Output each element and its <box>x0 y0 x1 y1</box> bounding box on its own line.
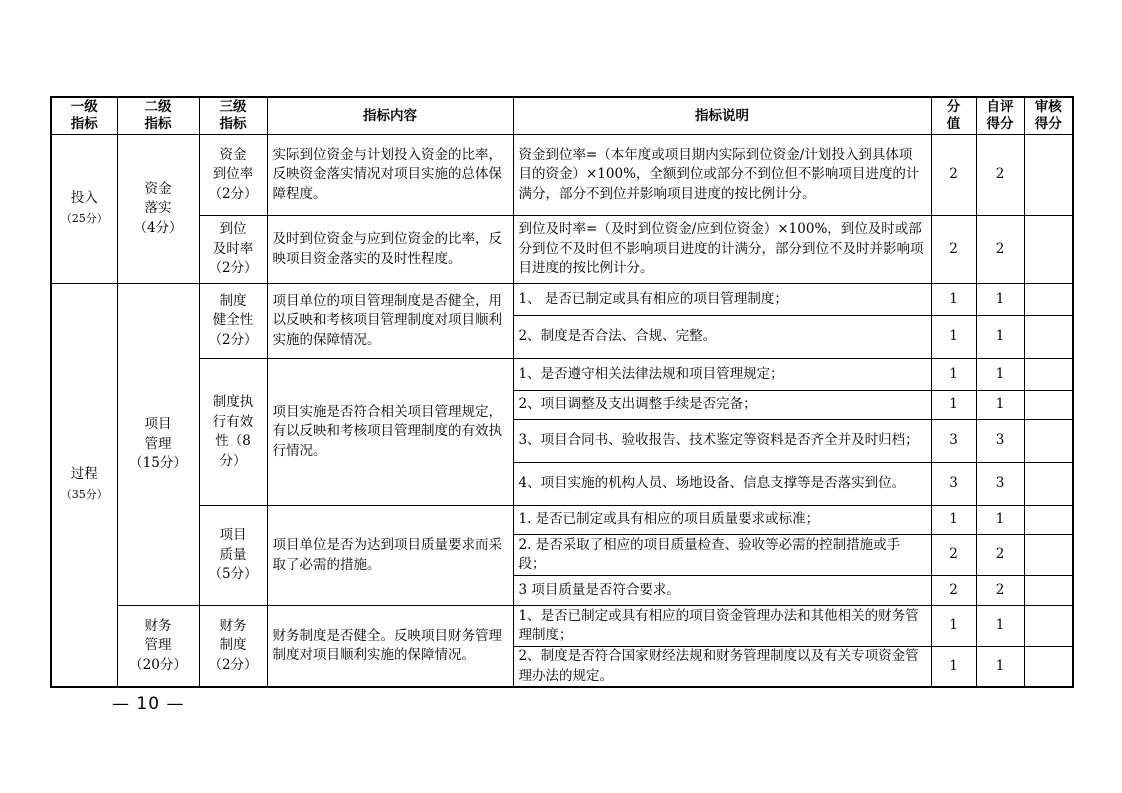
level1-input-cell <box>51 135 117 284</box>
header-self-score: 自评 得分 <box>976 97 1024 135</box>
self-score-cell: 1 <box>976 359 1024 391</box>
header-level2: 二级 指标 <box>117 97 199 135</box>
evaluation-table <box>50 96 1074 688</box>
self-score-cell: 1 <box>976 606 1024 647</box>
content-cell: 实际到位资金与计划投入资金的比率，反映资金落实情况对项目实施的总体保障程度。 <box>267 135 513 216</box>
level2-finance-mgmt-cell: 财务 管理 （20分） <box>117 606 199 688</box>
header-score: 分 值 <box>931 97 976 135</box>
level1-input-name: 投入 <box>70 190 98 207</box>
explanation-cell: 资金到位率=（本年度或项目期内实际到位资金/计划投入到具体项目的资金）×100%，全额到位或部分不到位但不影响项目进度的计满分，部分不到位并影响项目进度的按比例计分。 <box>513 135 931 216</box>
score-cell: 2 <box>931 216 976 284</box>
explanation-cell: 1、是否遵守相关法律法规和项目管理规定； <box>513 359 931 391</box>
audit-score-cell <box>1024 284 1073 316</box>
score-cell: 1 <box>931 647 976 688</box>
level1-process-points: （35分） <box>60 487 108 501</box>
level1-input-points: （25分） <box>60 211 108 225</box>
audit-score-cell <box>1024 420 1073 463</box>
header-row <box>51 97 1073 135</box>
content-cell: 财务制度是否健全。反映项目财务管理制度对项目顺利实施的保障情况。 <box>267 606 513 688</box>
audit-score-cell <box>1024 606 1073 647</box>
score-cell: 2 <box>931 535 976 576</box>
level3-cell: 制度执 行有效 性（8 分） <box>199 359 267 506</box>
header-explanation: 指标说明 <box>513 97 931 135</box>
explanation-cell: 3、项目合同书、验收报告、技术鉴定等资料是否齐全并及时归档； <box>513 420 931 463</box>
explanation-cell: 2、制度是否符合国家财经法规和财务管理制度以及有关专项资金管理办法的规定。 <box>513 647 931 688</box>
self-score-cell: 2 <box>976 535 1024 576</box>
score-cell: 3 <box>931 463 976 506</box>
self-score-cell: 1 <box>976 506 1024 535</box>
audit-score-cell <box>1024 216 1073 284</box>
score-cell: 1 <box>931 359 976 391</box>
table-row <box>51 606 1073 647</box>
level2-project-mgmt-cell: 项目 管理 （15分） <box>117 284 199 606</box>
self-score-cell: 3 <box>976 420 1024 463</box>
content-cell: 项目单位是否为达到项目质量要求而采取了必需的措施。 <box>267 506 513 606</box>
level3-cell: 资金 到位率 （2分） <box>199 135 267 216</box>
self-score-cell: 1 <box>976 647 1024 688</box>
table-row <box>51 506 1073 535</box>
level3-cell: 财务 制度 （2分） <box>199 606 267 688</box>
header-level1: 一级 指标 <box>51 97 117 135</box>
audit-score-cell <box>1024 391 1073 420</box>
score-cell: 1 <box>931 506 976 535</box>
self-score-cell: 1 <box>976 284 1024 316</box>
header-level3: 三级 指标 <box>199 97 267 135</box>
score-cell: 1 <box>931 284 976 316</box>
score-cell: 2 <box>931 576 976 606</box>
audit-score-cell <box>1024 463 1073 506</box>
explanation-cell: 1、 是否已制定或具有相应的项目管理制度； <box>513 284 931 316</box>
table-row <box>51 216 1073 284</box>
explanation-cell: 3 项目质量是否符合要求。 <box>513 576 931 606</box>
audit-score-cell <box>1024 576 1073 606</box>
score-cell: 1 <box>931 606 976 647</box>
content-cell: 及时到位资金与应到位资金的比率，反映项目资金落实的及时性程度。 <box>267 216 513 284</box>
header-audit-score: 审核 得分 <box>1024 97 1073 135</box>
explanation-cell: 2、制度是否合法、合规、完整。 <box>513 316 931 359</box>
score-cell: 1 <box>931 316 976 359</box>
audit-score-cell <box>1024 647 1073 688</box>
level3-cell: 项目 质量 （5分） <box>199 506 267 606</box>
content-cell: 项目实施是否符合相关项目管理规定，有以反映和考核项目管理制度的有效执行情况。 <box>267 359 513 506</box>
score-cell: 1 <box>931 391 976 420</box>
audit-score-cell <box>1024 535 1073 576</box>
self-score-cell: 1 <box>976 316 1024 359</box>
explanation-cell: 1、是否已制定或具有相应的项目资金管理办法和其他相关的财务管理制度； <box>513 606 931 647</box>
score-cell: 3 <box>931 420 976 463</box>
audit-score-cell <box>1024 135 1073 216</box>
level3-cell: 到位 及时率 （2分） <box>199 216 267 284</box>
self-score-cell: 2 <box>976 216 1024 284</box>
level1-process-name: 过程 <box>70 466 98 483</box>
level3-cell: 制度 健全性 （2分） <box>199 284 267 359</box>
level1-process-cell <box>51 284 117 688</box>
page-number: — 10 — <box>112 694 185 714</box>
audit-score-cell <box>1024 316 1073 359</box>
self-score-cell: 1 <box>976 391 1024 420</box>
explanation-cell: 1. 是否已制定或具有相应的项目质量要求或标准； <box>513 506 931 535</box>
explanation-cell: 4、项目实施的机构人员、场地设备、信息支撑等是否落实到位。 <box>513 463 931 506</box>
score-cell: 2 <box>931 135 976 216</box>
content-cell: 项目单位的项目管理制度是否健全，用以反映和考核项目管理制度对项目顺利实施的保障情况。 <box>267 284 513 359</box>
explanation-cell: 2、项目调整及支出调整手续是否完备； <box>513 391 931 420</box>
self-score-cell: 2 <box>976 576 1024 606</box>
level2-funds-cell: 资金 落实 （4分） <box>117 135 199 284</box>
audit-score-cell <box>1024 359 1073 391</box>
table-row <box>51 284 1073 316</box>
table-row <box>51 135 1073 216</box>
header-content: 指标内容 <box>267 97 513 135</box>
table-row <box>51 359 1073 391</box>
self-score-cell: 2 <box>976 135 1024 216</box>
self-score-cell: 3 <box>976 463 1024 506</box>
explanation-cell: 2. 是否采取了相应的项目质量检查、验收等必需的控制措施或手段； <box>513 535 931 576</box>
explanation-cell: 到位及时率=（及时到位资金/应到位资金）×100%，到位及时或部分到位不及时但不影响项目进度的计满分，部分到位不及时并影响项目进度的按比例计分。 <box>513 216 931 284</box>
audit-score-cell <box>1024 506 1073 535</box>
